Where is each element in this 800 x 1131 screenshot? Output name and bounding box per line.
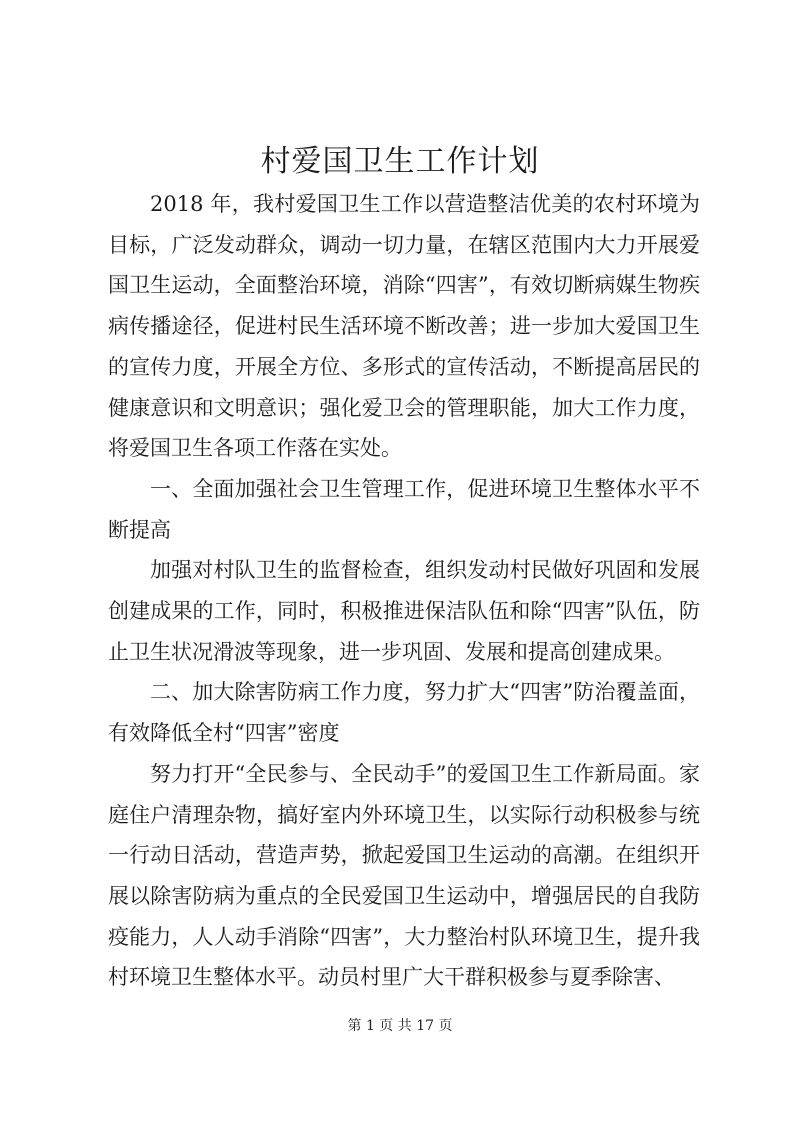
document-body bbox=[108, 184, 700, 998]
section-heading: 一、全面加强社会卫生管理工作，促进环境卫生整体水平不断提高 bbox=[108, 476, 700, 542]
paragraph: 加强对村队卫生的监督检查，组织发动村民做好巩固和发展创建成果的工作，同时，积极推进保洁队伍和除“四害”队伍，防止卫生状况滑波等现象，进一步巩固、发展和提高创建成果。 bbox=[108, 558, 700, 664]
paragraph: 2018 年，我村爱国卫生工作以营造整洁优美的农村环境为目标，广泛发动群众，调动一切力量，在辖区范围内大力开展爱国卫生运动，全面整治环境，消除“四害”，有效切断病媒生物疾病传播途径，促进村民生活环境不断改善；进一步加大爱国卫生的宣传力度，开展全方位、多形式的宣传活动，不断提高居民的健康意识和文明意识；强化爱卫会的管理职能，加大工作力度，将爱国卫生各项工作落在实处。 bbox=[108, 192, 700, 461]
paragraph: 努力打开“全民参与、全民动手”的爱国卫生工作新局面。家庭住户清理杂物，搞好室内外环境卫生，以实际行动积极参与统一行动日活动，营造声势，掀起爱国卫生运动的高潮。在组织开展以除害防病为重点的全民爱国卫生运动中，增强居民的自我防疫能力，人人动手消除“四害”，大力整治村队环境卫生，提升我村环境卫生整体水平。动员村里广大干群积极参与夏季除害、 bbox=[108, 761, 700, 990]
page-number: 第 1 页 共 17 页 bbox=[347, 1018, 453, 1034]
section-heading: 二、加大除害防病工作力度，努力扩大“四害”防治覆盖面，有效降低全村“四害”密度 bbox=[108, 680, 700, 746]
document-title: 村爱国卫生工作计划 bbox=[260, 144, 540, 179]
